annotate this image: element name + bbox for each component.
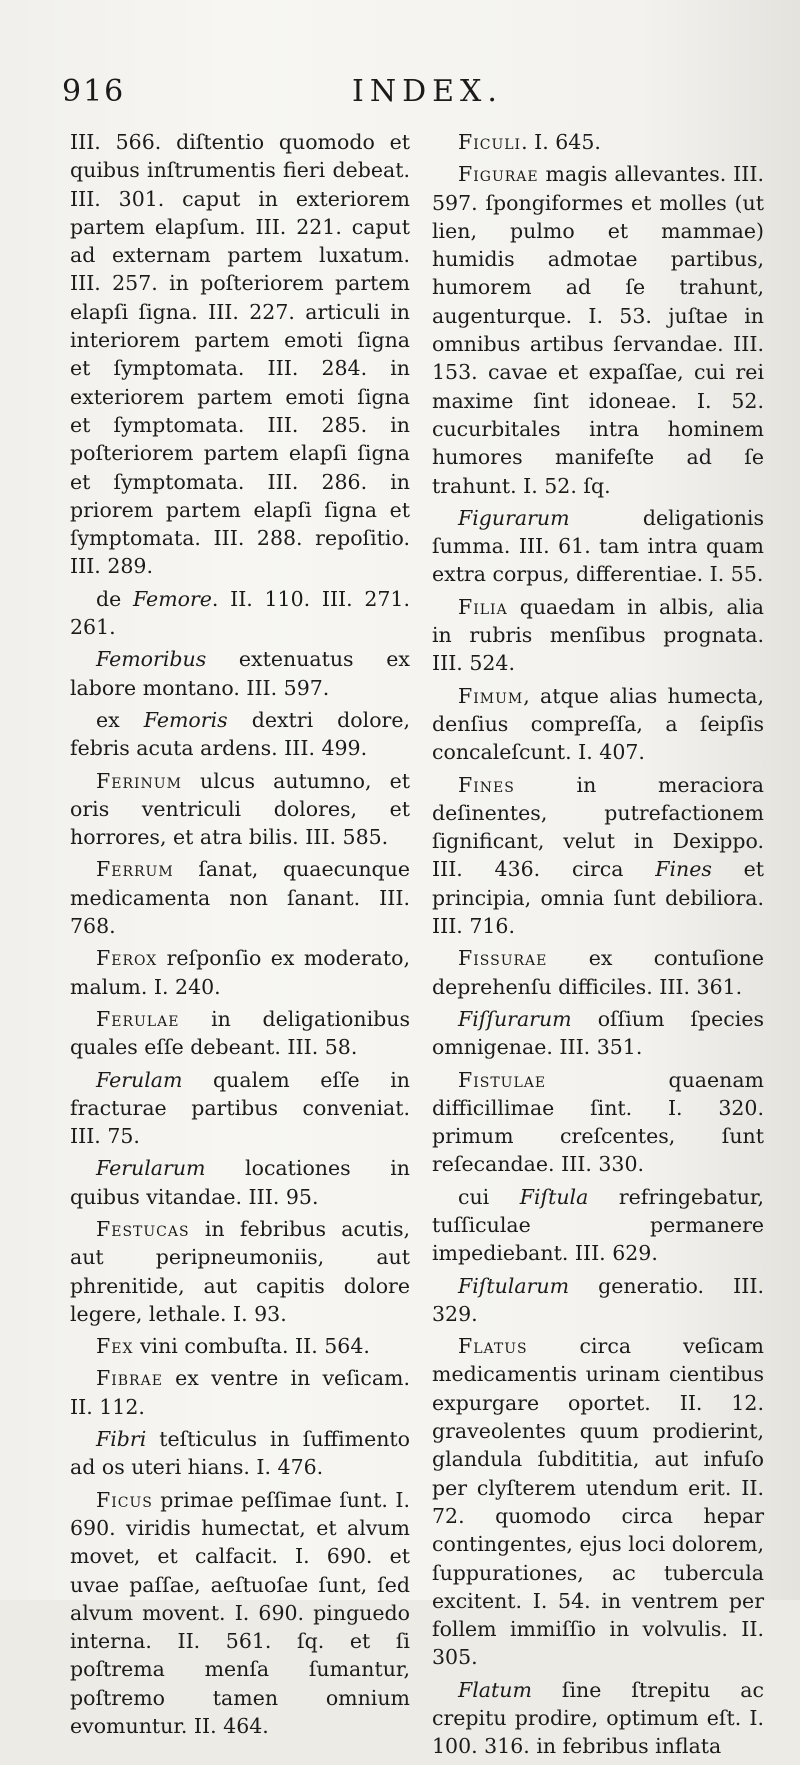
headword: Ficuli	[458, 130, 522, 154]
entry-text: vini combuſta. II. 564.	[133, 1334, 370, 1359]
index-entry	[432, 593, 764, 678]
index-entry	[70, 1005, 410, 1062]
italic-term: Ferulam	[96, 1067, 183, 1092]
italic-term: Flatum	[458, 1677, 532, 1702]
italic-term: Ferularum	[96, 1156, 206, 1181]
index-entry	[70, 128, 410, 581]
entry-text: in deligationibus quales eſſe debeant. III. 58.	[70, 1006, 410, 1060]
index-entry	[432, 1272, 764, 1329]
index-entry	[432, 1676, 764, 1761]
index-entry	[70, 706, 410, 763]
entry-text: in meraciora deſinentes, putrefactionem ſignificant, velut in Dexippo. III. 436. circa	[432, 772, 764, 882]
index-entry	[70, 1332, 410, 1360]
running-head: INDEX.	[352, 74, 503, 109]
entry-text: ulcus autumno, et oris ventriculi dolores, et horrores, et atra bilis. III. 585.	[70, 768, 410, 850]
entry-text: refringebatur, tuſſiculae permanere impediebant. III. 629.	[432, 1184, 764, 1266]
entry-text: generatio. III. 329.	[432, 1273, 764, 1326]
italic-term: Figurarum	[458, 505, 570, 530]
entry-text: ex	[96, 707, 144, 732]
entry-text: . II. 110. III. 271. 261.	[70, 586, 410, 640]
index-entry	[432, 1183, 764, 1268]
entry-text: deligationis ſumma. III. 61. tam intra quam extra corpus, differentiae. I. 55.	[432, 505, 764, 587]
entry-text: ex contuſione deprehenſu difficiles. III. 361.	[432, 946, 764, 999]
headword: Flatus	[458, 1334, 528, 1359]
entry-text: primae peſſimae ſunt. I. 690. viridis humectat, et alvum movet, et calfacit. I. 690. et uvae paſſae, aeſtuoſae ſunt, ſed alvum movent. I. 690. pinguedo interna. II. 561. ſq. et ſi poſtrema menſa ſumantur, poſtremo tamen omnium evomuntur. II. 464.	[70, 1487, 410, 1739]
headword: Fibrae	[96, 1366, 163, 1391]
entry-text: , atque alias humecta, denſius compreſſa, a ſeipſis concaleſcunt. I. 407.	[432, 683, 764, 765]
italic-term: Femoribus	[96, 647, 207, 672]
index-entry	[432, 504, 764, 589]
index-entry	[70, 1425, 410, 1482]
headword: Fistulae	[458, 1067, 547, 1092]
index-entry	[432, 160, 764, 500]
entry-text: qualem eſſe in fracturae partibus conveniat. III. 75.	[70, 1067, 410, 1149]
headword: Fissurae	[458, 946, 548, 971]
index-entry	[70, 1364, 410, 1421]
headword: Ferox	[96, 946, 158, 971]
index-entry	[432, 128, 764, 156]
entry-text: . I. 645.	[521, 130, 601, 154]
entry-text: circa veſicam medicamentis urinam cientibus expurgare oportet. II. 12. graveolentes quum prodierint, glandula ſubdititia, aut infuſo per clyſterem utendum erit. II. 72. quomodo circa hepar contingentes, ejus loci dolorem, ſuppurationes, ac tubercula excitent. I. 54. in ventrem per follem immiſſio in volvulis. II. 305.	[432, 1334, 764, 1670]
right-column	[432, 128, 764, 1765]
headword: Fines	[458, 772, 515, 797]
italic-term: Fines	[655, 857, 712, 882]
left-column	[70, 128, 410, 1744]
entry-text: cui	[458, 1184, 520, 1209]
headword: Fex	[96, 1334, 134, 1359]
entry-text: quaedam in albis, alia in rubris menſibus prognata. III. 524.	[432, 594, 764, 676]
entry-text: oſſium ſpecies omnigenae. III. 351.	[432, 1006, 764, 1060]
index-entry	[432, 682, 764, 767]
index-entry	[432, 944, 764, 1001]
entry-text: magis allevantes. III. 597. ſpongiformes et molles (ut lien, pulmo et mammae) humidis admotae partibus, humorem ad ſe trahunt, augenturque. I. 53. juſtae in omnibus artibus ſervandae. III. 153. cavae et expaſſae, cui rei maxime ſint idoneae. I. 52. cucurbitales intra hominem humores manifeſte ad ſe trahunt. I. 52. ſq.	[432, 162, 764, 498]
entry-text: reſponſio ex moderato, malum. I. 240.	[70, 946, 410, 999]
headword: Fimum	[458, 683, 524, 708]
italic-term: Fiſtula	[519, 1184, 589, 1209]
entry-text: dextri dolore, febris acuta ardens. III. 499.	[70, 707, 410, 761]
headword: Filia	[458, 594, 508, 619]
index-entry	[432, 1005, 764, 1062]
headword: Ferinum	[96, 768, 182, 793]
index-entry	[70, 767, 410, 852]
index-entry	[70, 1215, 410, 1328]
entry-text: quaenam difficillimae ſint. I. 320. primum creſcentes, ſunt reſecandae. III. 330.	[432, 1067, 764, 1177]
headword: Ferulae	[96, 1006, 180, 1031]
italic-term: Fiſſurarum	[458, 1006, 572, 1031]
index-entry	[432, 1066, 764, 1179]
italic-term: Fibri	[96, 1427, 147, 1452]
index-entry	[70, 1486, 410, 1741]
headword: Ficus	[96, 1487, 153, 1512]
entry-text: ſine ſtrepitu ac crepitu prodire, optimum eſt. I. 100. 316. in febribus inflata	[432, 1677, 764, 1759]
entry-text: ſanat, quaecunque medicamenta non ſanant. III. 768.	[70, 857, 410, 939]
index-entry	[432, 771, 764, 941]
entry-text: teſticulus in ſuffimento ad os uteri hians. I. 476.	[70, 1427, 410, 1480]
index-entry	[70, 585, 410, 642]
entry-text: III. 566. diſtentio quomodo et quibus inſtrumentis fieri debeat. III. 301. caput in exteriorem partem elapſum. III. 221. caput ad externam partem luxatum. III. 257. in poſteriorem partem elapſi ſigna. III. 227. articuli in interiorem partem emoti ſigna et ſymptomata. III. 284. in exteriorem partem emoti ſigna et ſymptomata. III. 285. in poſteriorem partem elapſi ſigna et ſymptomata. III. 286. in priorem partem elapſi ſigna et ſymptomata. III. 288. repoſitio. III. 289.	[70, 130, 410, 579]
page-header	[62, 74, 760, 114]
entry-text: de	[96, 586, 133, 611]
index-entry	[70, 944, 410, 1001]
index-entry	[432, 1332, 764, 1672]
italic-term: Femoris	[143, 707, 228, 732]
entry-text: ex ventre in veſicam. II. 112.	[70, 1366, 410, 1419]
page-number: 916	[62, 74, 126, 109]
index-entry	[70, 1154, 410, 1211]
entry-text: in febribus acutis, aut peripneumoniis, aut phrenitide, aut capitis dolore legere, lethale. I. 93.	[70, 1216, 410, 1326]
italic-term: Femore	[132, 586, 212, 611]
entry-text: extenuatus ex labore montano. III. 597.	[70, 647, 410, 700]
index-entry	[70, 855, 410, 940]
index-entry	[70, 645, 410, 702]
entry-text: et principia, omnia ſunt debiliora. III. 716.	[432, 857, 765, 939]
headword: Festucas	[96, 1216, 190, 1241]
entry-text: locationes in quibus vitandae. III. 95.	[70, 1156, 410, 1209]
headword: Ferrum	[96, 857, 174, 882]
index-entry	[70, 1066, 410, 1151]
headword: Figurae	[458, 162, 539, 187]
italic-term: Fiſtularum	[458, 1273, 570, 1298]
